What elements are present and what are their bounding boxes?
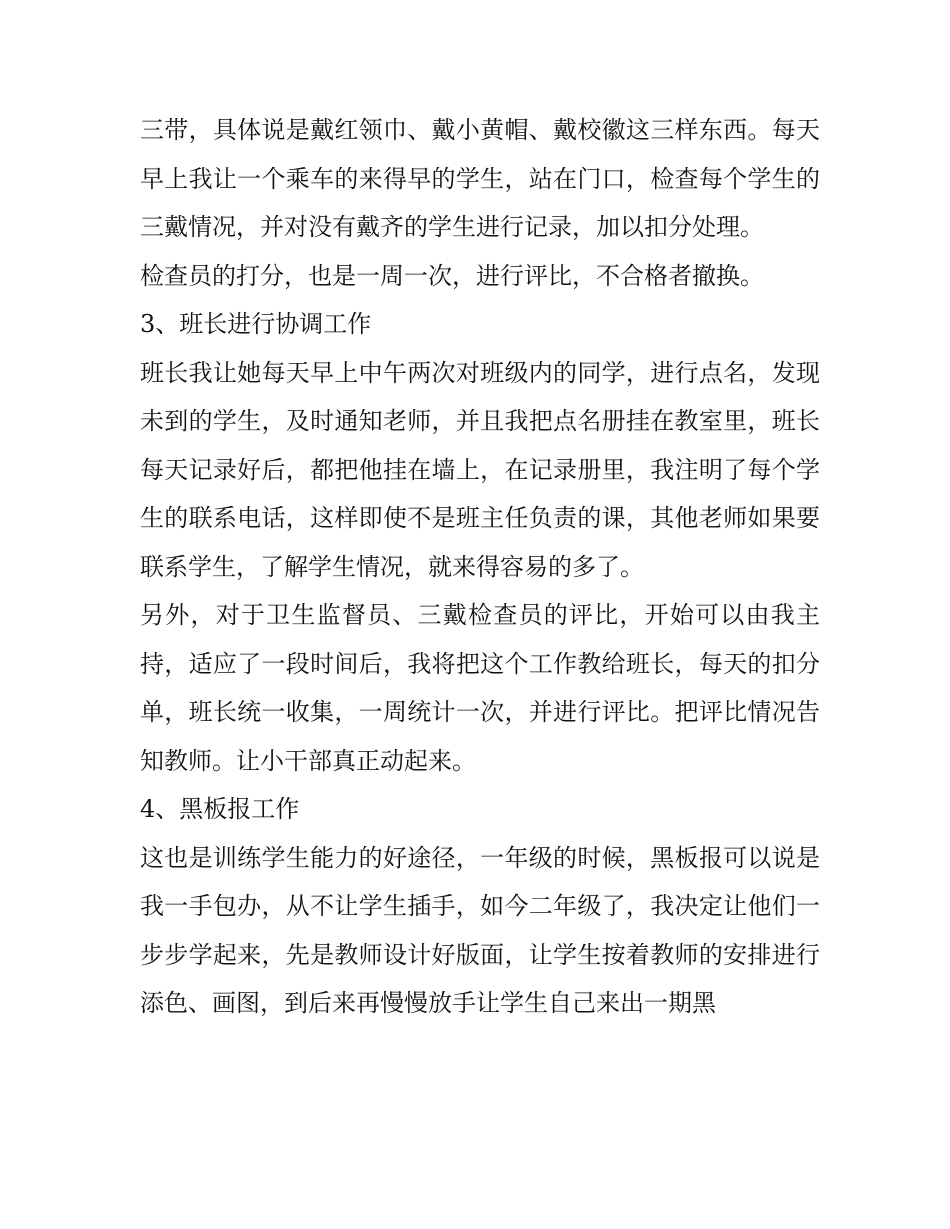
document-body bbox=[140, 106, 820, 1028]
paragraph-blackboard-training: 这也是训练学生能力的好途径，一年级的时候，黑板报可以说是我一手包办，从不让学生插手，如今二年级了，我决定让他们一步步学起来，先是教师设计好版面，让学生按着教师的安排进行添色、画图，到后来再慢慢放手让学生自己来出一期黑 bbox=[140, 843, 820, 1017]
heading-blackboard-newspaper: 4、黑板报工作 bbox=[140, 795, 300, 823]
paragraph-three-wears: 三带，具体说是戴红领巾、戴小黄帽、戴校徽这三样东西。每天早上我让一个乘车的来得早的学生，站在门口，检查每个学生的三戴情况，并对没有戴齐的学生进行记录，加以扣分处理。 bbox=[140, 116, 820, 241]
paragraph-evaluation: 另外，对于卫生监督员、三戴检查员的评比，开始可以由我主持，适应了一段时间后，我将把这个工作教给班长，每天的扣分单，班长统一收集，一周统计一次，并进行评比。把评比情况告知教师。让小干部真正动起来。 bbox=[140, 601, 820, 775]
paragraph-roll-call: 班长我让她每天早上中午两次对班级内的同学，进行点名，发现未到的学生，及时通知老师，并且我把点名册挂在教室里，班长每天记录好后，都把他挂在墙上，在记录册里，我注明了每个学生的联系电话，这样即使不是班主任负责的课，其他老师如果要联系学生，了解学生情况，就来得容易的多了。 bbox=[140, 358, 820, 581]
heading-monitor-coordination: 3、班长进行协调工作 bbox=[140, 310, 372, 338]
paragraph-inspector-scoring: 检查员的打分，也是一周一次，进行评比，不合格者撤换。 bbox=[140, 261, 764, 290]
